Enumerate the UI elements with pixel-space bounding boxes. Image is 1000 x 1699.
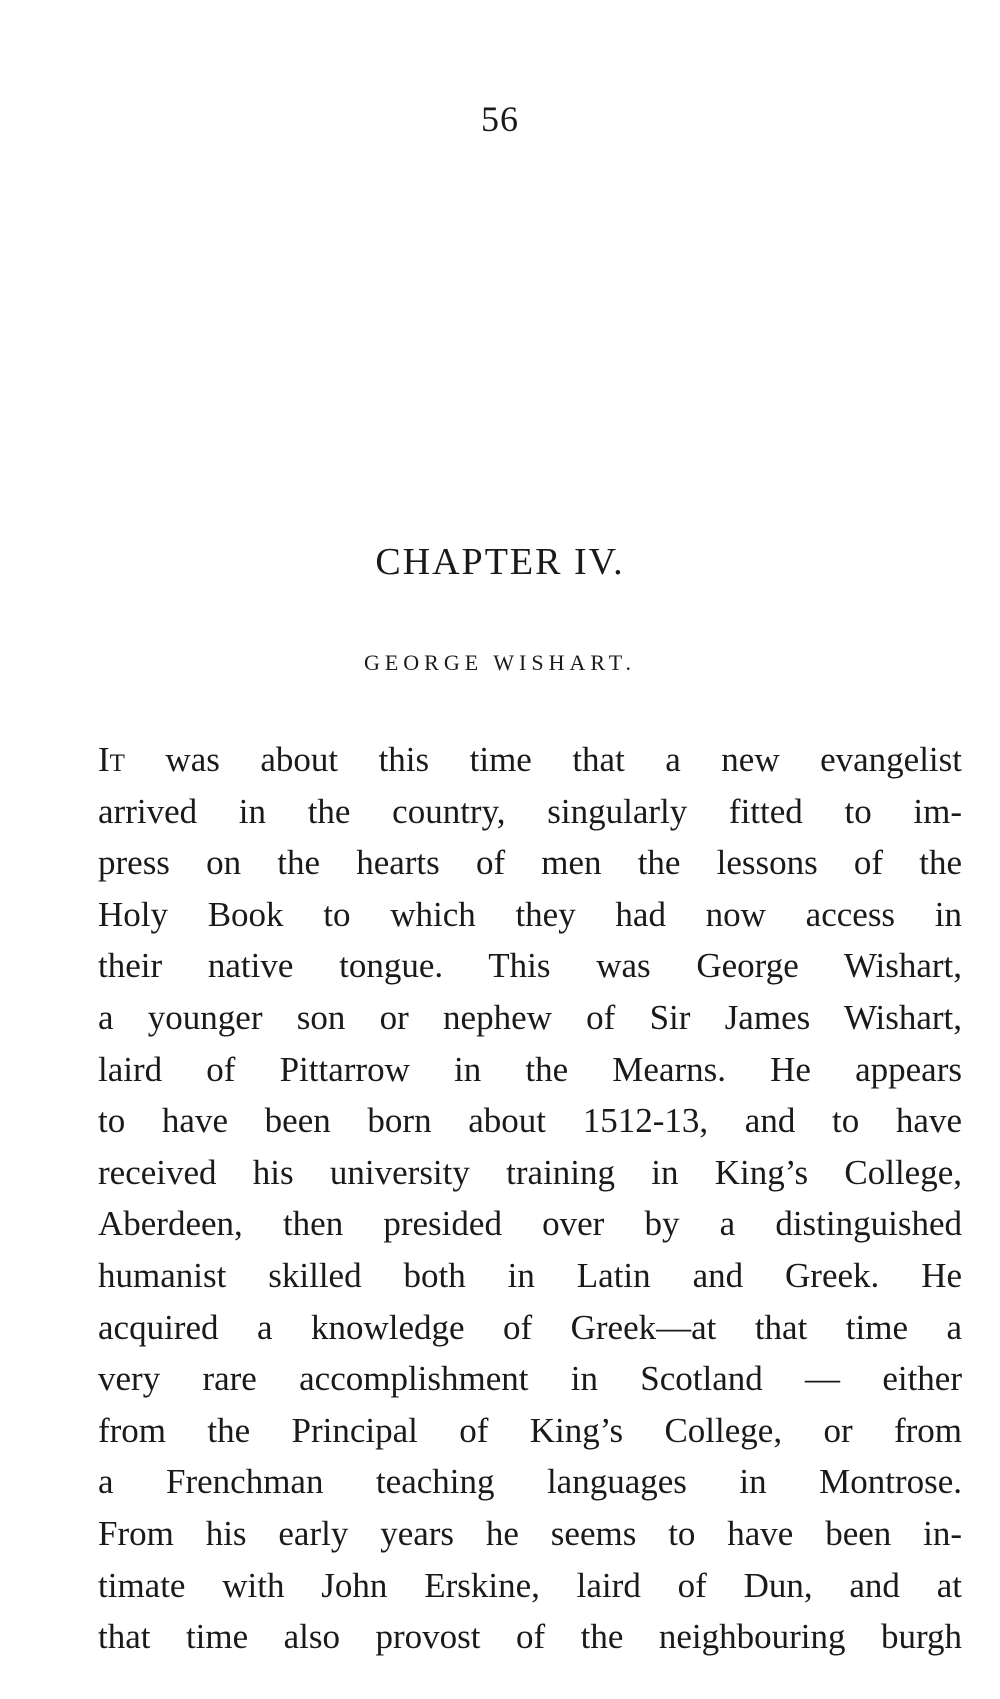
text-line-4: Holy Book to which they had now access in <box>98 894 962 934</box>
text-line-5: their native tongue. This was George Wishart, <box>98 946 962 986</box>
text-line-9: received his university training in King’s College, <box>98 1152 962 1192</box>
text-line-3: press on the hearts of men the lessons of the <box>98 843 962 883</box>
text-line-15: a Frenchman teaching languages in Montrose. <box>98 1462 962 1502</box>
text-line-10: Aberdeen, then presided over by a distinguished <box>98 1204 962 1244</box>
text-line-11: humanist skilled both in Latin and Greek. He <box>98 1255 962 1295</box>
text-line-6: a younger son or nephew of Sir James Wishart, <box>98 997 962 1037</box>
lead-word: It <box>98 740 125 779</box>
page-number: 56 <box>481 99 519 139</box>
text-line-8: to have been born about 1512-13, and to have <box>98 1101 962 1141</box>
text-line-13: very rare accomplishment in Scotland — either <box>98 1359 962 1399</box>
text-line-1-rest: was about this time that a new evangelist <box>124 740 962 779</box>
body-text <box>98 734 962 1663</box>
text-line-1 <box>98 734 962 786</box>
chapter-subtitle: GEORGE WISHART. <box>363 650 637 675</box>
text-line-7: laird of Pittarrow in the Mearns. He appears <box>98 1049 962 1089</box>
text-line-18: that time also provost of the neighbouring burgh <box>98 1617 962 1657</box>
text-line-12: acquired a knowledge of Greek—at that time a <box>98 1307 962 1347</box>
text-line-17: timate with John Erskine, laird of Dun, and at <box>98 1565 962 1605</box>
text-line-14: from the Principal of King’s College, or from <box>98 1410 962 1450</box>
text-line-16: From his early years he seems to have been in- <box>98 1513 962 1553</box>
chapter-title: CHAPTER IV. <box>375 541 625 583</box>
text-line-2: arrived in the country, singularly fitted to im- <box>98 791 962 831</box>
